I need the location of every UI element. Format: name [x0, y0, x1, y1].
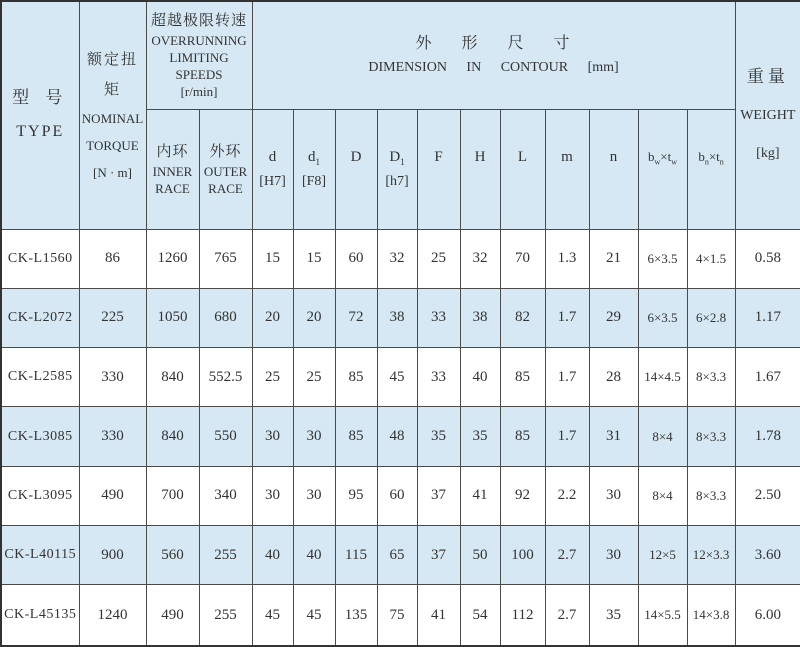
dim-subscript: 1: [400, 157, 405, 167]
dim-symbol-part: n: [609, 149, 618, 165]
value-cell: 45: [252, 585, 293, 646]
dim-subscript: w: [671, 157, 678, 167]
speeds-unit: [r/min]: [180, 84, 218, 100]
col-header-weight: [735, 1, 800, 229]
value-cell: 25: [417, 229, 460, 288]
value-cell: 2.2: [545, 466, 589, 525]
value-cell: 340: [199, 466, 252, 525]
value-cell: 28: [589, 348, 638, 407]
value-cell: 20: [293, 288, 335, 347]
type-cell: CK-L3095: [1, 466, 79, 525]
value-cell: 35: [589, 585, 638, 646]
value-cell: 8×4: [638, 466, 687, 525]
value-cell: 32: [460, 229, 500, 288]
value-cell: 41: [460, 466, 500, 525]
type-label-zh: 型 号: [12, 88, 69, 108]
dim-symbol: [336, 144, 377, 170]
dim-symbol-part: D: [350, 149, 362, 165]
dim-tolerance: [336, 170, 377, 194]
value-cell: 765: [199, 229, 252, 288]
value-cell: 54: [460, 585, 500, 646]
value-cell: 1.3: [545, 229, 589, 288]
table-header: [1, 1, 800, 229]
value-cell: 900: [79, 526, 146, 585]
weight-unit: [kg]: [756, 146, 780, 162]
dim-symbol: [461, 144, 500, 170]
torque-unit: [N · m]: [93, 164, 132, 180]
torque-label-zh: 额定扭矩: [86, 51, 138, 98]
value-cell: 95: [335, 466, 377, 525]
value-cell: 2.7: [545, 526, 589, 585]
value-cell: 33: [417, 348, 460, 407]
type-cell: CK-L45135: [1, 585, 79, 646]
value-cell: 14×3.8: [687, 585, 735, 646]
value-cell: 552.5: [199, 348, 252, 407]
type-label-en: TYPE: [16, 123, 65, 141]
dim-tolerance: [501, 170, 545, 194]
dim-symbol: [639, 144, 687, 170]
header-row-top: [1, 1, 800, 109]
col-header-m: [545, 109, 589, 229]
value-cell: 330: [79, 348, 146, 407]
value-cell: 490: [79, 466, 146, 525]
value-cell: 490: [146, 585, 199, 646]
dim-tolerance: [639, 170, 687, 194]
value-cell: 3.60: [735, 526, 800, 585]
col-header-D1: [377, 109, 417, 229]
outer-race-label-en1: OUTER: [203, 164, 248, 179]
value-cell: 33: [417, 288, 460, 347]
value-cell: 550: [199, 407, 252, 466]
value-cell: 85: [335, 407, 377, 466]
value-cell: 1.17: [735, 288, 800, 347]
value-cell: 1.7: [545, 407, 589, 466]
value-cell: 1.78: [735, 407, 800, 466]
dim-tolerance: [h7]: [385, 174, 409, 189]
value-cell: 37: [417, 526, 460, 585]
col-header-F: [417, 109, 460, 229]
value-cell: 0.58: [735, 229, 800, 288]
value-cell: 560: [146, 526, 199, 585]
value-cell: 840: [146, 348, 199, 407]
value-cell: 40: [293, 526, 335, 585]
dim-subscript: w: [654, 157, 661, 167]
speeds-label-zh: 超越极限转速: [151, 13, 248, 30]
dim-symbol-part: t: [716, 149, 720, 164]
value-cell: 29: [589, 288, 638, 347]
dim-symbol: [418, 144, 460, 170]
dim-symbol-part: d: [268, 149, 277, 165]
speeds-label-en2: LIMITING SPEEDS: [169, 50, 229, 83]
type-cell: CK-L1560: [1, 229, 79, 288]
dim-symbol: [546, 144, 589, 170]
value-cell: 4×1.5: [687, 229, 735, 288]
dimension-label-zh: 外 形 尺 寸: [415, 35, 572, 53]
value-cell: 255: [199, 585, 252, 646]
dim-tolerance: [546, 170, 589, 194]
value-cell: 255: [199, 526, 252, 585]
value-cell: 40: [252, 526, 293, 585]
inner-race-label-en2: RACE: [155, 181, 190, 196]
value-cell: 45: [377, 348, 417, 407]
value-cell: 1240: [79, 585, 146, 646]
value-cell: 50: [460, 526, 500, 585]
value-cell: 21: [589, 229, 638, 288]
value-cell: 6×3.5: [638, 288, 687, 347]
value-cell: 100: [500, 526, 545, 585]
table-row: [1, 585, 800, 646]
col-header-bntn: [687, 109, 735, 229]
dim-tolerance: [461, 170, 500, 194]
value-cell: 700: [146, 466, 199, 525]
col-header-d1: [293, 109, 335, 229]
col-header-d: [252, 109, 293, 229]
col-header-speeds: [146, 1, 252, 109]
value-cell: 1.7: [545, 348, 589, 407]
value-cell: 2.50: [735, 466, 800, 525]
dim-symbol: [253, 144, 293, 170]
value-cell: 86: [79, 229, 146, 288]
value-cell: 30: [589, 466, 638, 525]
col-header-torque: [79, 1, 146, 229]
value-cell: 30: [589, 526, 638, 585]
value-cell: 14×4.5: [638, 348, 687, 407]
dim-tolerance: [418, 170, 460, 194]
value-cell: 75: [377, 585, 417, 646]
value-cell: 41: [417, 585, 460, 646]
dim-symbol-part: b: [648, 149, 655, 164]
value-cell: 48: [377, 407, 417, 466]
value-cell: 37: [417, 466, 460, 525]
value-cell: 85: [500, 407, 545, 466]
dimension-label-en: DIMENSION IN CONTOUR [mm]: [368, 60, 619, 76]
value-cell: 12×5: [638, 526, 687, 585]
col-header-outer-race: [199, 109, 252, 229]
value-cell: 60: [377, 466, 417, 525]
dim-symbol-part: D: [389, 149, 401, 165]
table-row: [1, 466, 800, 525]
value-cell: 14×5.5: [638, 585, 687, 646]
value-cell: 15: [293, 229, 335, 288]
value-cell: 6×2.8: [687, 288, 735, 347]
type-cell: CK-L2072: [1, 288, 79, 347]
dim-symbol-part: L: [517, 149, 528, 165]
value-cell: 30: [252, 466, 293, 525]
torque-label-en1: NOMINAL: [81, 110, 144, 126]
dim-symbol-part: d: [308, 149, 316, 165]
value-cell: 38: [460, 288, 500, 347]
col-header-dimension: [252, 1, 735, 109]
col-header-bwtw: [638, 109, 687, 229]
value-cell: 840: [146, 407, 199, 466]
dim-subscript: n: [719, 157, 724, 167]
value-cell: 31: [589, 407, 638, 466]
dim-symbol-part: H: [474, 149, 486, 165]
inner-race-label-zh: 内环: [156, 144, 189, 160]
value-cell: 35: [417, 407, 460, 466]
type-cell: CK-L40115: [1, 526, 79, 585]
value-cell: 1.67: [735, 348, 800, 407]
dim-tolerance: [590, 170, 638, 194]
table-row: [1, 348, 800, 407]
value-cell: 25: [252, 348, 293, 407]
value-cell: 2.7: [545, 585, 589, 646]
table-row: [1, 229, 800, 288]
dim-tolerance: [H7]: [259, 174, 286, 189]
outer-race-label-en2: RACE: [208, 181, 243, 196]
value-cell: 225: [79, 288, 146, 347]
inner-race-label-en1: INNER: [152, 164, 193, 179]
speeds-label-en1: OVERRUNNING: [151, 33, 247, 49]
value-cell: 25: [293, 348, 335, 407]
dim-symbol-part: b: [698, 149, 705, 164]
dim-subscript: n: [704, 157, 709, 167]
value-cell: 82: [500, 288, 545, 347]
value-cell: 330: [79, 407, 146, 466]
dim-symbol: [501, 144, 545, 170]
table-row: [1, 526, 800, 585]
value-cell: 45: [293, 585, 335, 646]
value-cell: 38: [377, 288, 417, 347]
value-cell: 60: [335, 229, 377, 288]
table-body: [1, 229, 800, 646]
dim-symbol-part: ×: [708, 149, 717, 164]
value-cell: 30: [293, 407, 335, 466]
col-header-type: [1, 1, 79, 229]
value-cell: 115: [335, 526, 377, 585]
value-cell: 135: [335, 585, 377, 646]
dim-symbol-part: F: [434, 149, 443, 165]
value-cell: 6.00: [735, 585, 800, 646]
dim-symbol-part: m: [561, 149, 573, 165]
col-header-n: [589, 109, 638, 229]
dim-symbol-part: t: [667, 149, 672, 164]
value-cell: 65: [377, 526, 417, 585]
value-cell: 20: [252, 288, 293, 347]
value-cell: 1260: [146, 229, 199, 288]
value-cell: 1050: [146, 288, 199, 347]
value-cell: 35: [460, 407, 500, 466]
value-cell: 30: [293, 466, 335, 525]
value-cell: 8×4: [638, 407, 687, 466]
type-cell: CK-L3085: [1, 407, 79, 466]
dim-symbol: [294, 144, 335, 170]
torque-label-en2: TORQUE: [86, 137, 139, 153]
outer-race-label-zh: 外环: [209, 144, 242, 160]
col-header-L: [500, 109, 545, 229]
dim-symbol: [590, 144, 638, 170]
value-cell: 40: [460, 348, 500, 407]
value-cell: 30: [252, 407, 293, 466]
dim-tolerance: [688, 170, 735, 194]
dim-symbol: [688, 144, 735, 170]
col-header-inner-race: [146, 109, 199, 229]
col-header-H: [460, 109, 500, 229]
table-row: [1, 288, 800, 347]
value-cell: 8×3.3: [687, 466, 735, 525]
weight-label-zh: 重量: [746, 67, 789, 87]
value-cell: 15: [252, 229, 293, 288]
value-cell: 8×3.3: [687, 348, 735, 407]
table-row: [1, 407, 800, 466]
value-cell: 72: [335, 288, 377, 347]
value-cell: 112: [500, 585, 545, 646]
value-cell: 85: [500, 348, 545, 407]
value-cell: 8×3.3: [687, 407, 735, 466]
col-header-D: [335, 109, 377, 229]
dim-tolerance: [F8]: [301, 174, 327, 189]
value-cell: 32: [377, 229, 417, 288]
value-cell: 680: [199, 288, 252, 347]
value-cell: 1.7: [545, 288, 589, 347]
type-cell: CK-L2585: [1, 348, 79, 407]
value-cell: 92: [500, 466, 545, 525]
dim-symbol: [378, 144, 417, 170]
dim-symbol-part: ×: [660, 149, 668, 164]
value-cell: 70: [500, 229, 545, 288]
dim-subscript: 1: [315, 157, 321, 167]
weight-label-en: WEIGHT: [740, 108, 796, 124]
value-cell: 6×3.5: [638, 229, 687, 288]
value-cell: 85: [335, 348, 377, 407]
value-cell: 12×3.3: [687, 526, 735, 585]
